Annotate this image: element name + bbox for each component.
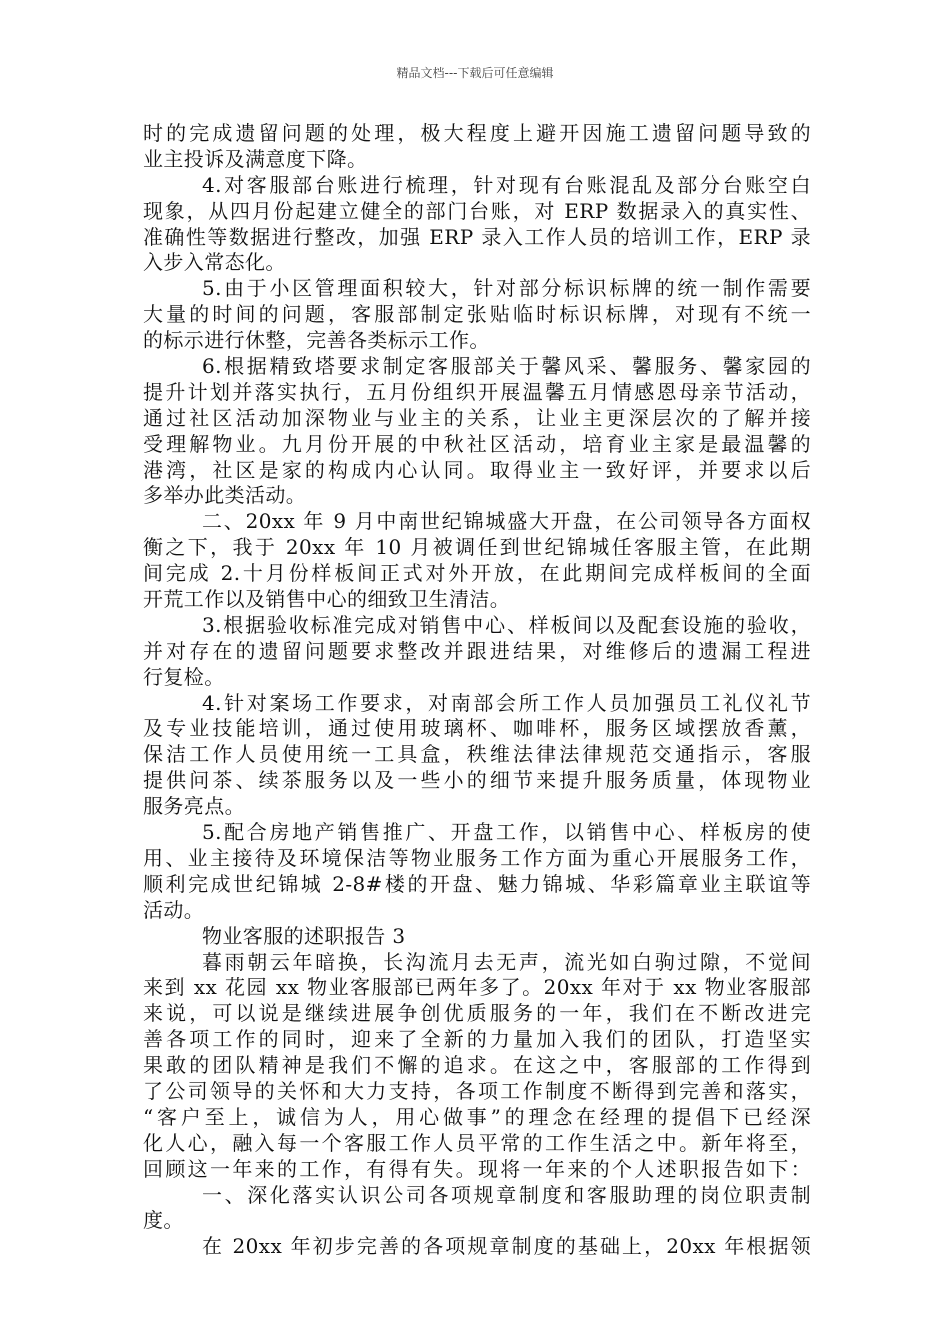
text-line: 在 20xx 年初步完善的各项规章制度的基础上，20xx 年根据领 [202,1234,811,1259]
text-line: 暮雨朝云年暗换，长沟流月去无声，流光如白驹过隙，不觉间 [202,949,811,974]
text-line: 业主投诉及满意度下降。 [143,146,368,171]
text-line: 回顾这一年来的工作，有得有失。现将一年来的个人述职报告如下： [143,1156,811,1181]
text-line: 活动。 [143,897,205,922]
text-line: “客户至上，诚信为人，用心做事”的理念在经理的提倡下已经深 [143,1104,811,1129]
text-line: 的标示进行休整，完善各类标示工作。 [143,328,490,353]
text-line: 一、深化落实认识公司各项规章制度和客服助理的岗位职责制 [202,1182,811,1207]
text-line: 善各项工作的同时，迎来了全新的力量加入我们的团队，打造坚实 [143,1027,811,1052]
text-line: 时的完成遗留问题的处理，极大程度上避开因施工遗留问题导致的 [143,121,811,145]
text-line: 间完成 2.十月份样板间正式对外开放，在此期间完成样板间的全面 [143,561,811,586]
text-line: 准确性等数据进行整改，加强 ERP 录入工作人员的培训工作，ERP 录 [143,224,811,249]
text-line: 4.对客服部台账进行梳理，针对现有台账混乱及部分台账空白 [202,172,811,197]
text-line: 物业客服的述职报告 3 [202,923,406,948]
page-header: 精品文档---下载后可任意编辑 [396,66,554,80]
text-line: 开荒工作以及销售中心的细致卫生清洁。 [143,587,511,612]
text-line: 多举办此类活动。 [143,483,307,508]
text-line: 保洁工作人员使用统一工具盒，秩维法律法律规范交通指示，客服 [143,742,811,767]
text-line: 大量的时间的问题，客服部制定张贴临时标识标牌，对现有不统一 [143,302,811,327]
text-line: 入步入常态化。 [143,250,286,275]
text-line: 行复检。 [143,664,225,689]
text-line: 4.针对案场工作要求，对南部会所工作人员加强员工礼仪礼节 [202,690,811,715]
text-line: 及专业技能培训，通过使用玻璃杯、咖啡杯，服务区域摆放香薰， [143,716,811,741]
text-line: 服务亮点。 [143,794,245,819]
text-line: 并对存在的遗留问题要求整改并跟进结果，对维修后的遗漏工程进 [143,638,811,663]
text-line: 果敢的团队精神是我们不懈的追求。在这之中，客服部的工作得到 [143,1053,811,1078]
text-line: 衡之下，我于 20xx 年 10 月被调任到世纪锦城任客服主管，在此期 [143,535,811,560]
text-line: 6.根据精致塔要求制定客服部关于馨风采、馨服务、馨家园的 [202,354,811,379]
text-line: 来说，可以说是继续进展争创优质服务的一年，我们在不断改进完 [143,1001,811,1026]
text-line: 3.根据验收标准完成对销售中心、样板间以及配套设施的验收， [202,612,811,637]
text-line: 5.由于小区管理面积较大，针对部分标识标牌的统一制作需要 [202,276,811,301]
text-line: 港湾，社区是家的构成内心认同。取得业主一致好评，并要求以后 [143,457,811,482]
text-line: 5.配合房地产销售推广、开盘工作，以销售中心、样板房的使 [202,820,811,845]
text-line: 度。 [143,1208,184,1233]
text-line: 提升计划并落实执行，五月份组织开展温馨五月情感恩母亲节活动， [143,379,811,404]
text-line: 化人心，融入每一个客服工作人员平常的工作生活之中。新年将至， [143,1130,811,1155]
text-line: 提供问茶、续茶服务以及一些小的细节来提升服务质量，体现物业 [143,768,811,793]
text-line: 顺利完成世纪锦城 2-8#楼的开盘、魅力锦城、华彩篇章业主联谊等 [143,871,811,896]
text-line: 二、20xx 年 9 月中南世纪锦城盛大开盘，在公司领导各方面权 [202,509,811,534]
text-line: 现象，从四月份起建立健全的部门台账，对 ERP 数据录入的真实性、 [143,198,811,223]
text-line: 用、业主接待及环境保洁等物业服务工作方面为重心开展服务工作， [143,845,811,870]
text-line: 了公司领导的关怀和大力支持，各项工作制度不断得到完善和落实， [143,1078,811,1103]
text-line: 受理解物业。九月份开展的中秋社区活动，培育业主家是最温馨的 [143,431,811,456]
document-body [143,121,811,1260]
text-line: 来到 xx 花园 xx 物业客服部已两年多了。20xx 年对于 xx 物业客服部 [143,975,811,1000]
text-line: 通过社区活动加深物业与业主的关系，让业主更深层次的了解并接 [143,405,811,430]
